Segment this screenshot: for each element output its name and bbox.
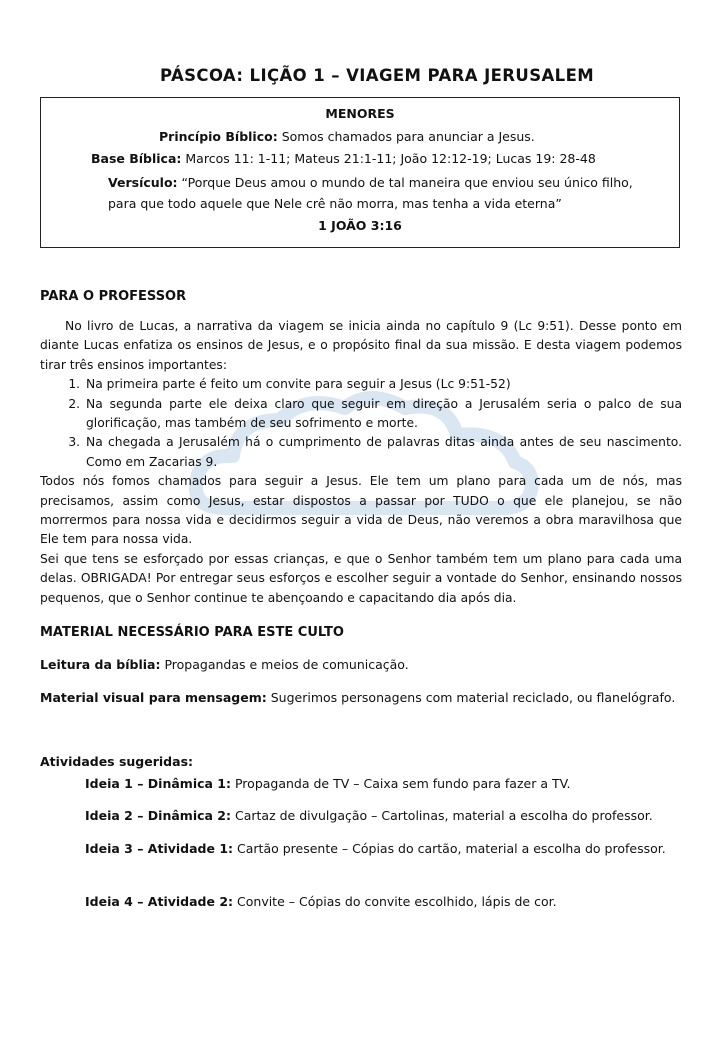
page-title: PÁSCOA: LIÇÃO 1 – VIAGEM PARA JERUSALEM <box>160 66 595 85</box>
idea-item <box>40 805 682 827</box>
leitura-label: Leitura da bíblia: <box>40 657 161 672</box>
base-line <box>91 151 596 166</box>
professor-paragraph-2: Todos nós fomos chamados para seguir a Jesus. Ele tem um plano para cada um de nós, mas precisamos, assim como Jesus, estar dispostos a passar por TUDO o que ele planejou, se não morrermos para nossa vida e decidirmos seguir a vida de Deus, não veremos a obra maravilhosa que Ele tem para nossa vida. <box>40 474 682 547</box>
versiculo-line <box>108 175 633 190</box>
versiculo-label: Versículo: <box>108 175 178 190</box>
material-heading: MATERIAL NECESSÁRIO PARA ESTE CULTO <box>40 625 344 640</box>
professor-intro: No livro de Lucas, a narrativa da viagem se inicia ainda no capítulo 9 (Lc 9:51). Desse ponto em diante Lucas enfatiza os ensinos de Jesus, e o propósito final da sua missão. E desta viagem podemos tirar três ensinos importantes: <box>40 319 682 372</box>
visual-line <box>40 687 682 708</box>
idea-label: Ideia 4 – Atividade 2: <box>85 894 234 909</box>
list-item: 1. Na primeira parte é feito um convite para seguir a Jesus (Lc 9:51-52) <box>84 375 682 394</box>
base-text: Marcos 11: 1-11; Mateus 21:1-11; João 12:12-19; Lucas 19: 28-48 <box>185 151 596 166</box>
professor-body <box>40 317 682 608</box>
visual-label: Material visual para mensagem: <box>40 690 267 705</box>
idea-text: Propaganda de TV – Caixa sem fundo para fazer a TV. <box>234 776 571 791</box>
leitura-line <box>40 654 682 675</box>
teachings-list <box>40 375 682 472</box>
idea-item <box>40 838 682 860</box>
versiculo-text-2: para que todo aquele que Nele crê não morra, mas tenha a vida eterna” <box>108 196 562 211</box>
idea-item <box>40 891 682 913</box>
idea-text: Cartaz de divulgação – Cartolinas, material a escolha do professor. <box>234 808 653 823</box>
principio-text: Somos chamados para anunciar a Jesus. <box>281 129 535 144</box>
list-item: 3. Na chegada a Jerusalém há o cumprimento de palavras ditas ainda antes de seu nascimento. Como em Zacarias 9. <box>84 433 682 472</box>
leitura-text: Propagandas e meios de comunicação. <box>164 657 409 672</box>
visual-text: Sugerimos personagens com material reciclado, ou flanelógrafo. <box>270 690 676 705</box>
idea-label: Ideia 2 – Dinâmica 2: <box>85 808 231 823</box>
idea-item <box>40 773 682 795</box>
idea-label: Ideia 3 – Atividade 1: <box>85 841 234 856</box>
idea-text: Convite – Cópias do convite escolhido, lápis de cor. <box>237 894 557 909</box>
group-label: MENORES <box>325 106 395 121</box>
principio-label: Princípio Bíblico: <box>159 129 278 144</box>
versiculo-text-1: “Porque Deus amou o mundo de tal maneira que enviou seu único filho, <box>181 175 633 190</box>
list-item: 2. Na segunda parte ele deixa claro que seguir em direção a Jerusalém seria o palco de sua glorificação, mas também de seu sofrimento e morte. <box>84 395 682 434</box>
principio-line <box>159 129 535 144</box>
idea-label: Ideia 1 – Dinâmica 1: <box>85 776 231 791</box>
lesson-info-box <box>40 97 680 248</box>
professor-paragraph-3: Sei que tens se esforçado por essas crianças, e que o Senhor também tem um plano para cada uma delas. OBRIGADA! Por entregar seus esforços e escolher seguir a vontade do Senhor, ensinando nossos pequenos, que o Senhor continue te abençoando e capacitando dia após dia. <box>40 551 682 605</box>
atividades-heading: Atividades sugeridas: <box>40 754 194 769</box>
versiculo-ref: 1 JOÃO 3:16 <box>318 218 402 233</box>
professor-heading: PARA O PROFESSOR <box>40 289 187 304</box>
idea-text: Cartão presente – Cópias do cartão, material a escolha do professor. <box>237 841 666 856</box>
base-label: Base Bíblica: <box>91 151 182 166</box>
